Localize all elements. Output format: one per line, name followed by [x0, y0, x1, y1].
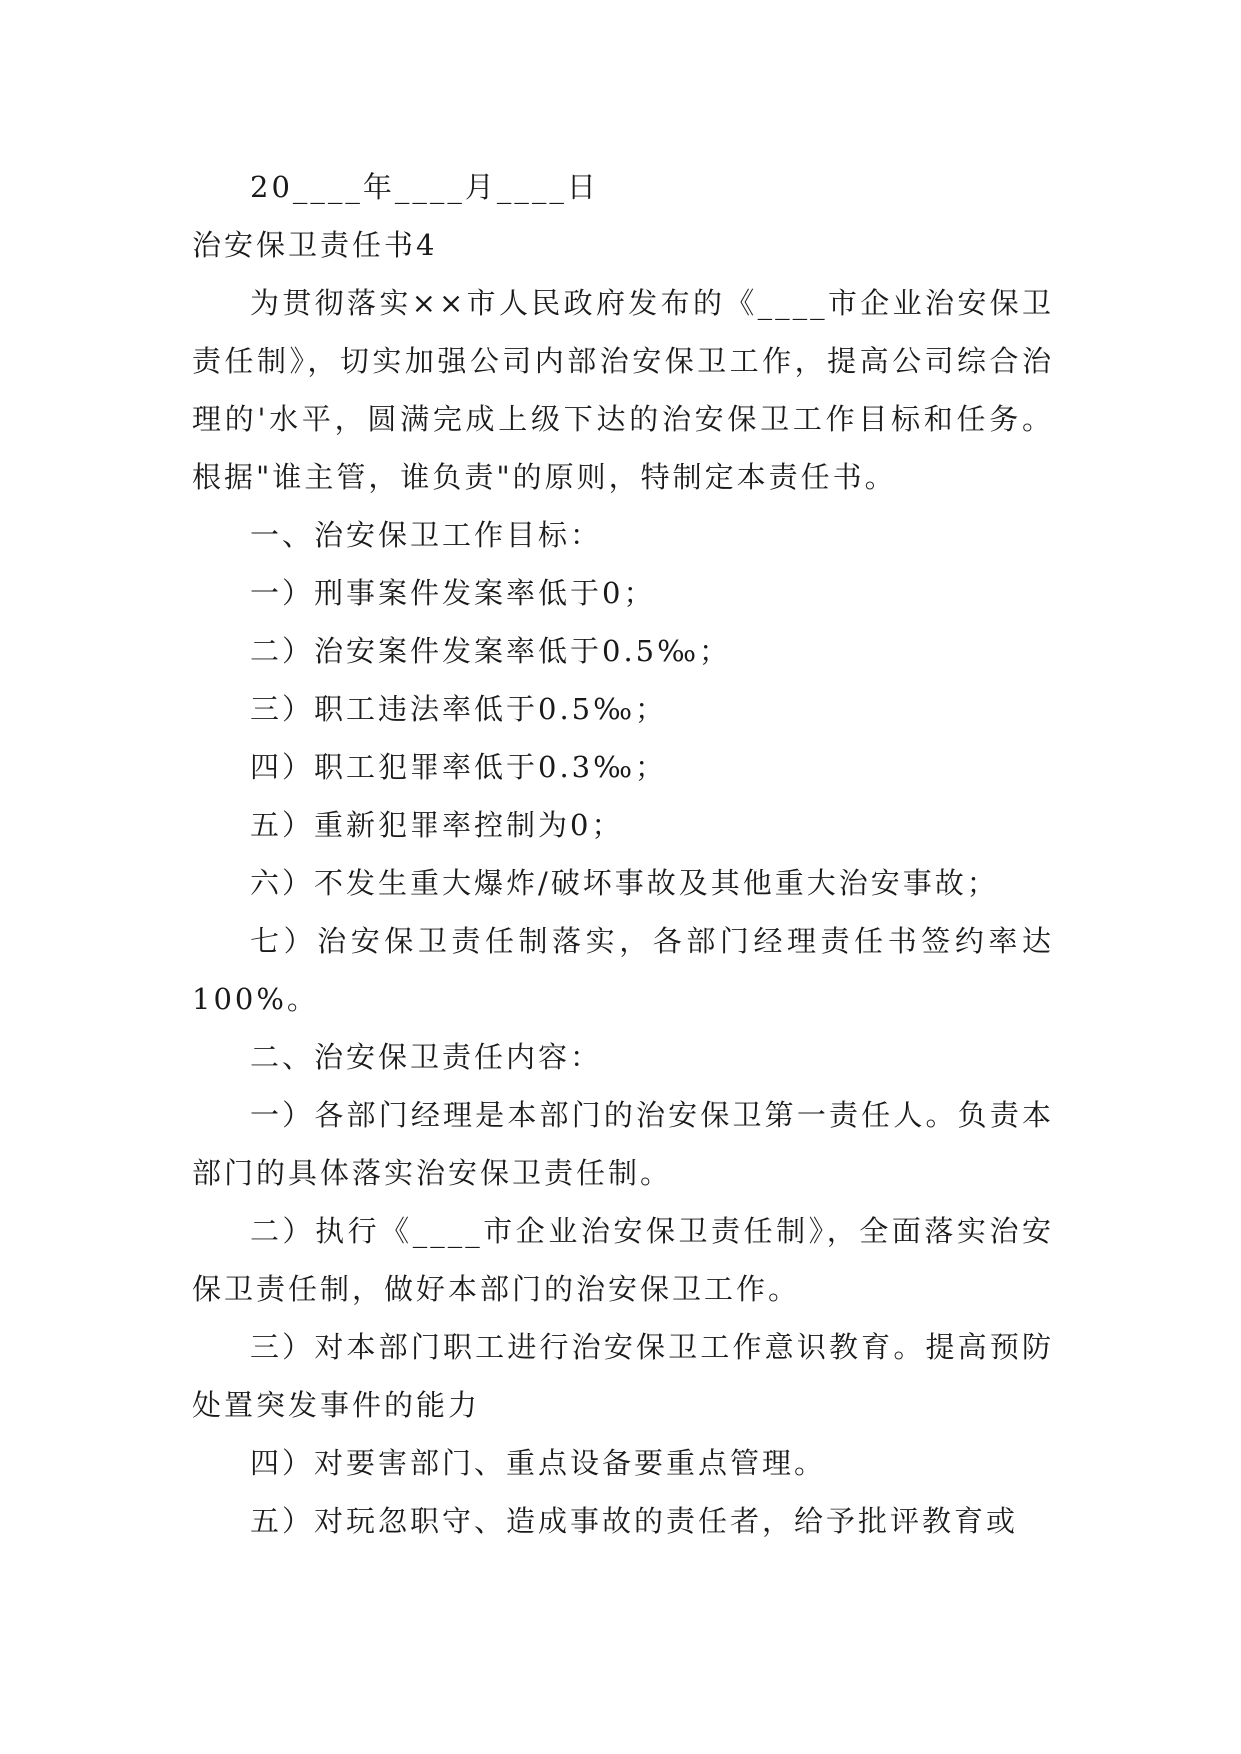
goal-item-7: 七）治安保卫责任制落实，各部门经理责任书签约率达100%。 — [192, 924, 1054, 1016]
date-line: 20____年____月____日 — [250, 170, 599, 204]
section-heading-goals: 一、治安保卫工作目标： — [250, 518, 603, 552]
content-item-5: 五）对玩忽职守、造成事故的责任者，给予批评教育或 — [250, 1504, 1019, 1538]
goal-item-5: 五）重新犯罪率控制为0； — [250, 808, 624, 842]
paragraph-intro: 为贯彻落实××市人民政府发布的《____市企业治安保卫责任制》，切实加强公司内部治安保卫工作，提高公司综合治理的'水平，圆满完成上级下达的治安保卫工作目标和任务。根据"谁主管，谁负责"的原则，特制定本责任书。 — [192, 286, 1054, 494]
content-item-4: 四）对要害部门、重点设备要重点管理。 — [250, 1446, 827, 1480]
goal-item-3: 三）职工违法率低于0.5‰； — [250, 692, 668, 726]
document-heading: 治安保卫责任书4 — [192, 228, 438, 262]
document-body — [192, 158, 1054, 1550]
section-heading-content: 二、治安保卫责任内容： — [250, 1040, 603, 1074]
content-item-3: 三）对本部门职工进行治安保卫工作意识教育。提高预防处置突发事件的能力 — [192, 1330, 1054, 1422]
goal-item-6: 六）不发生重大爆炸/破坏事故及其他重大治安事故； — [250, 866, 999, 900]
goal-item-4: 四）职工犯罪率低于0.3‰； — [250, 750, 668, 784]
content-item-1: 一）各部门经理是本部门的治安保卫第一责任人。负责本部门的具体落实治安保卫责任制。 — [192, 1098, 1054, 1190]
goal-item-1: 一）刑事案件发案率低于0； — [250, 576, 656, 610]
goal-item-2: 二）治安案件发案率低于0.5‰； — [250, 634, 732, 668]
content-item-2: 二）执行《____市企业治安保卫责任制》，全面落实治安保卫责任制，做好本部门的治安保卫工作。 — [192, 1214, 1054, 1306]
